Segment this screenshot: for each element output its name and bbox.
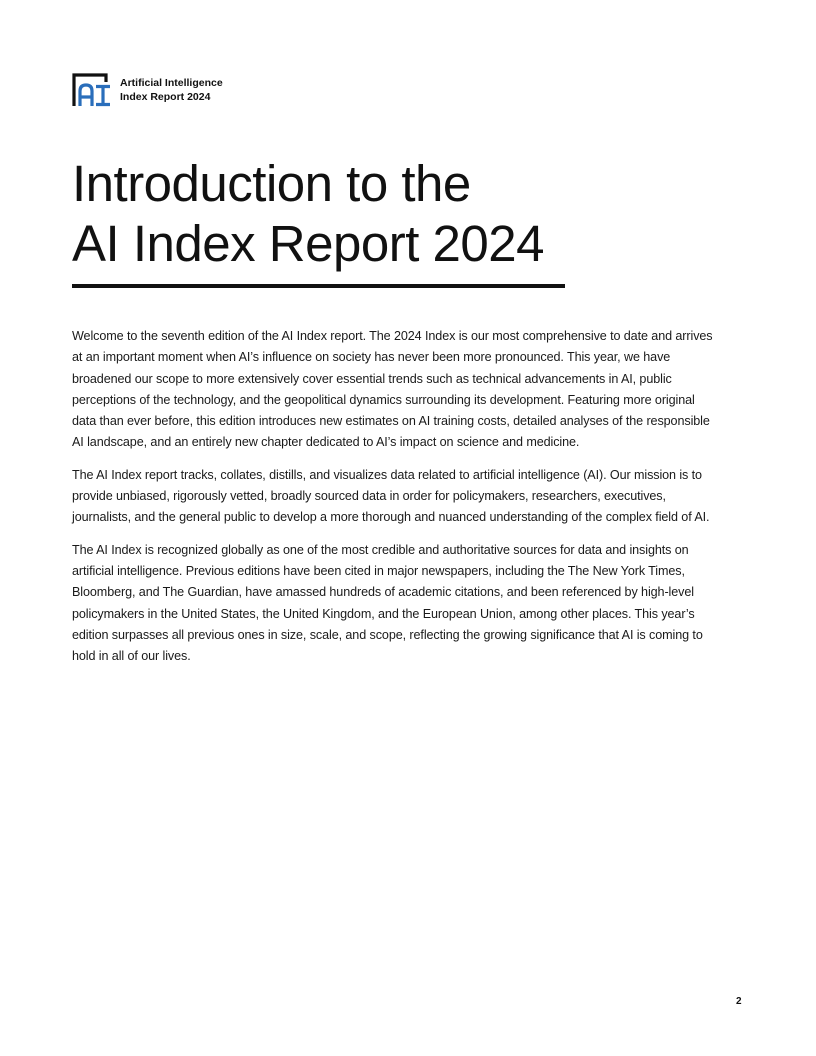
page-title-line2: AI Index Report 2024 [72, 215, 544, 272]
report-name [120, 76, 223, 104]
introduction-body [72, 326, 722, 678]
report-name-line1: Artificial Intelligence [120, 77, 223, 89]
paragraph-recognition: The AI Index is recognized globally as one of the most credible and authoritative sources for data and insights on artificial intelligence. Previous editions have been cited in major newspapers, including the The New York Times, Bloomberg, and The Guardian, have amassed hundreds of academic citations, and been referenced by high-level policymakers in the United States, the United Kingdom, and the European Union, among other places. This year’s edition surpasses all previous ones in size, scale, and scope, reflecting the growing significance that AI is coming to hold in all of our lives. [72, 542, 703, 664]
report-name-line2: Index Report 2024 [120, 91, 211, 103]
title-underline-divider [72, 284, 565, 288]
page-title [72, 154, 544, 274]
ai-index-logo-icon [72, 72, 112, 108]
paragraph-welcome: Welcome to the seventh edition of the AI Index report. The 2024 Index is our most comprehensive to date and arrives at an important moment when AI’s influence on society has never been more pronounced. This year, we have broadened our scope to more extensively cover essential trends such as technical advancements in AI, public perceptions of the technology, and the geopolitical dynamics surrounding its development. Featuring more original data than ever before, this edition introduces new estimates on AI training costs, detailed analyses of the responsible AI landscape, and an entirely new chapter dedicated to AI’s impact on science and medicine. [72, 329, 713, 450]
page-title-line1: Introduction to the [72, 155, 471, 212]
page-number: 2 [736, 996, 742, 1007]
paragraph-mission: The AI Index report tracks, collates, distills, and visualizes data related to artificial intelligence (AI). Our mission is to provide unbiased, rigorously vetted, broadly sourced data in order for policymakers, researchers, executives, journalists, and the general public to develop a more thorough and nuanced understanding of the complex field of AI. [72, 467, 710, 525]
report-header [72, 72, 223, 108]
